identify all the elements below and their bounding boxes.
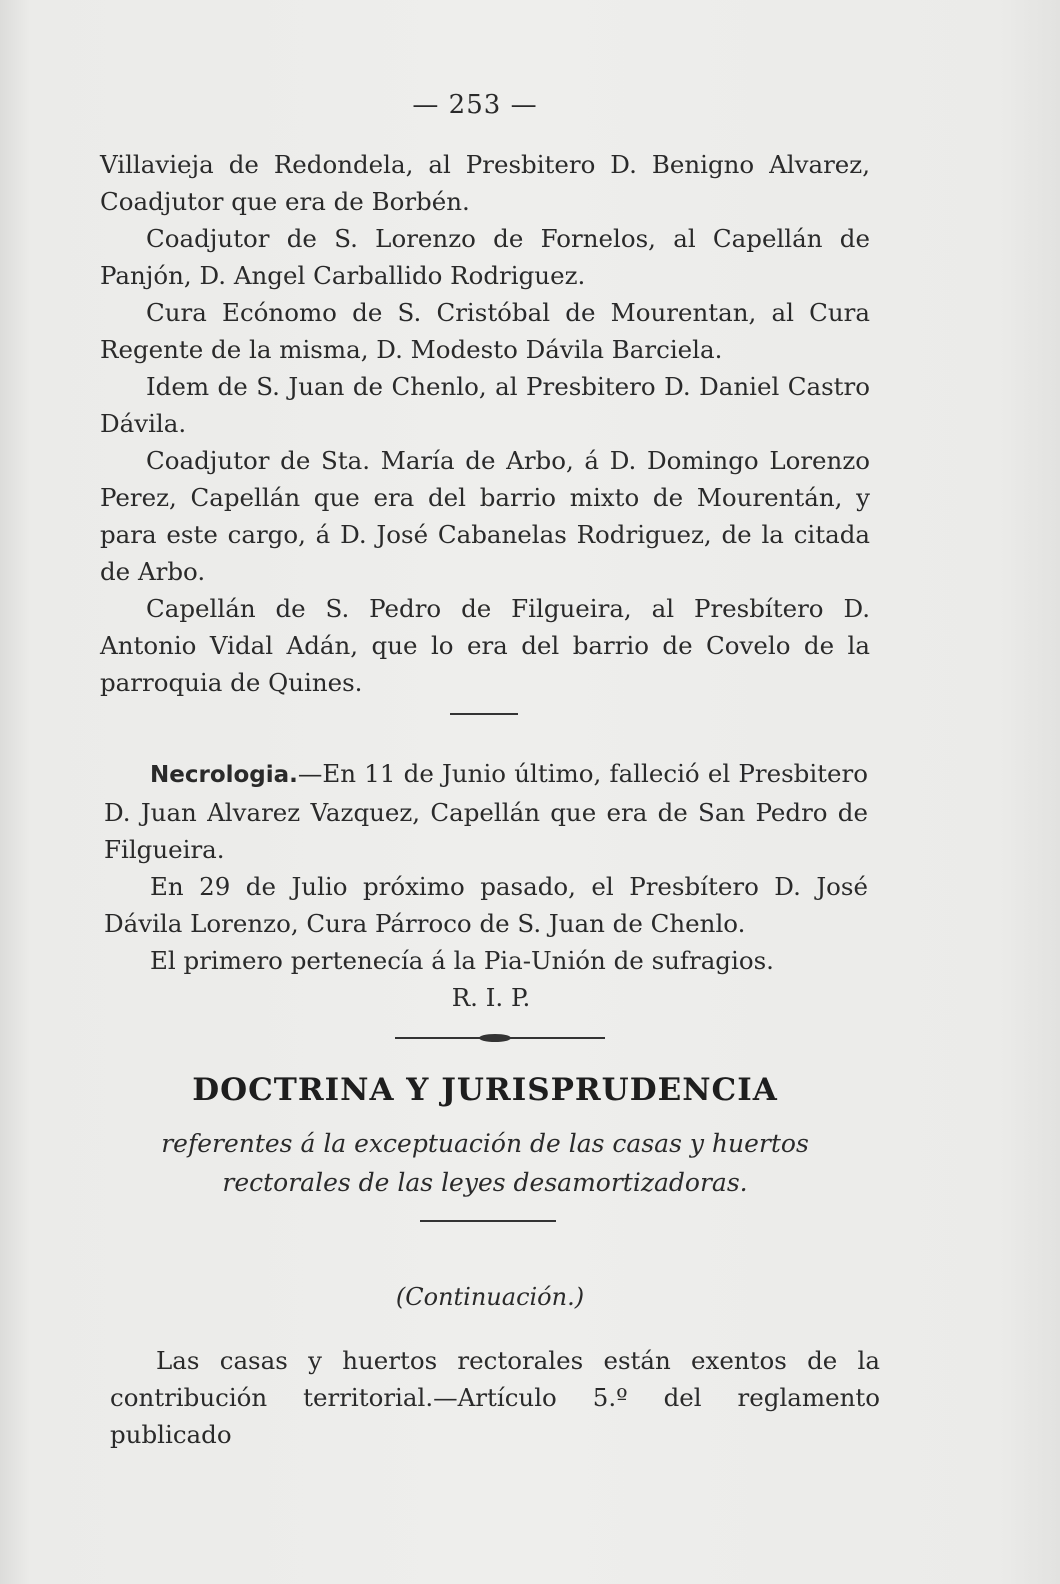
appointment-paragraph: Capellán de S. Pedro de Filgueira, al Presbítero D. Antonio Vidal Adán, que lo era del barrio de Covelo de la parroquia de Quines. [100,594,870,697]
appointments-list [100,146,870,701]
appointment-paragraph: Idem de S. Juan de Chenlo, al Presbitero D. Daniel Castro Dávila. [100,372,870,438]
appointment-paragraph: Coadjutor de Sta. María de Arbo, á D. Domingo Lorenzo Perez, Capellán que era del barrio mixto de Mourentán, y para este cargo, á D. José Cabanelas Rodriguez, de la citada de Arbo. [100,446,870,586]
section-title: DOCTRINA Y JURISPRUDENCIA [192,1072,778,1108]
appointment-paragraph: Cura Ecónomo de S. Cristóbal de Mourentan, al Cura Regente de la misma, D. Modesto Dávila Barciela. [100,298,870,364]
continuation-label: (Continuación.) [395,1283,585,1311]
necrology-heading: Necrologia. [150,762,298,788]
necrology-section [104,755,868,1016]
necrology-first-paragraph [104,755,868,868]
necrology-first-text: —En 11 de Junio último, falleció el Presbitero D. Juan Alvarez Vazquez, Capellán que era de San Pedro de Filgueira. [104,759,868,864]
page-number: — 253 — [412,90,538,120]
rip-line: R. I. P. [451,983,531,1012]
section-body-paragraph: Las casas y huertos rectorales están exentos de la contribución territorial.—Artículo 5.º del reglamento publicado [110,1346,880,1449]
section-divider [450,713,518,715]
appointment-paragraph: Coadjutor de S. Lorenzo de Fornelos, al Capellán de Panjón, D. Angel Carballido Rodriguez. [100,224,870,290]
title-divider [420,1220,556,1222]
ornament-divider [395,1030,605,1046]
section-body [110,1342,880,1453]
necrology-third-paragraph: El primero pertenecía á la Pia-Unión de sufragios. [150,946,774,975]
necrology-second-paragraph: En 29 de Julio próximo pasado, el Presbítero D. José Dávila Lorenzo, Cura Párroco de S. Juan de Chenlo. [104,872,868,938]
section-subtitle: referentes á la exceptuación de las casas y huertos rectorales de las leyes desamortizadoras. [161,1129,809,1197]
appointment-paragraph: Villavieja de Redondela, al Presbitero D. Benigno Alvarez, Coadjutor que era de Borbén. [100,150,870,216]
